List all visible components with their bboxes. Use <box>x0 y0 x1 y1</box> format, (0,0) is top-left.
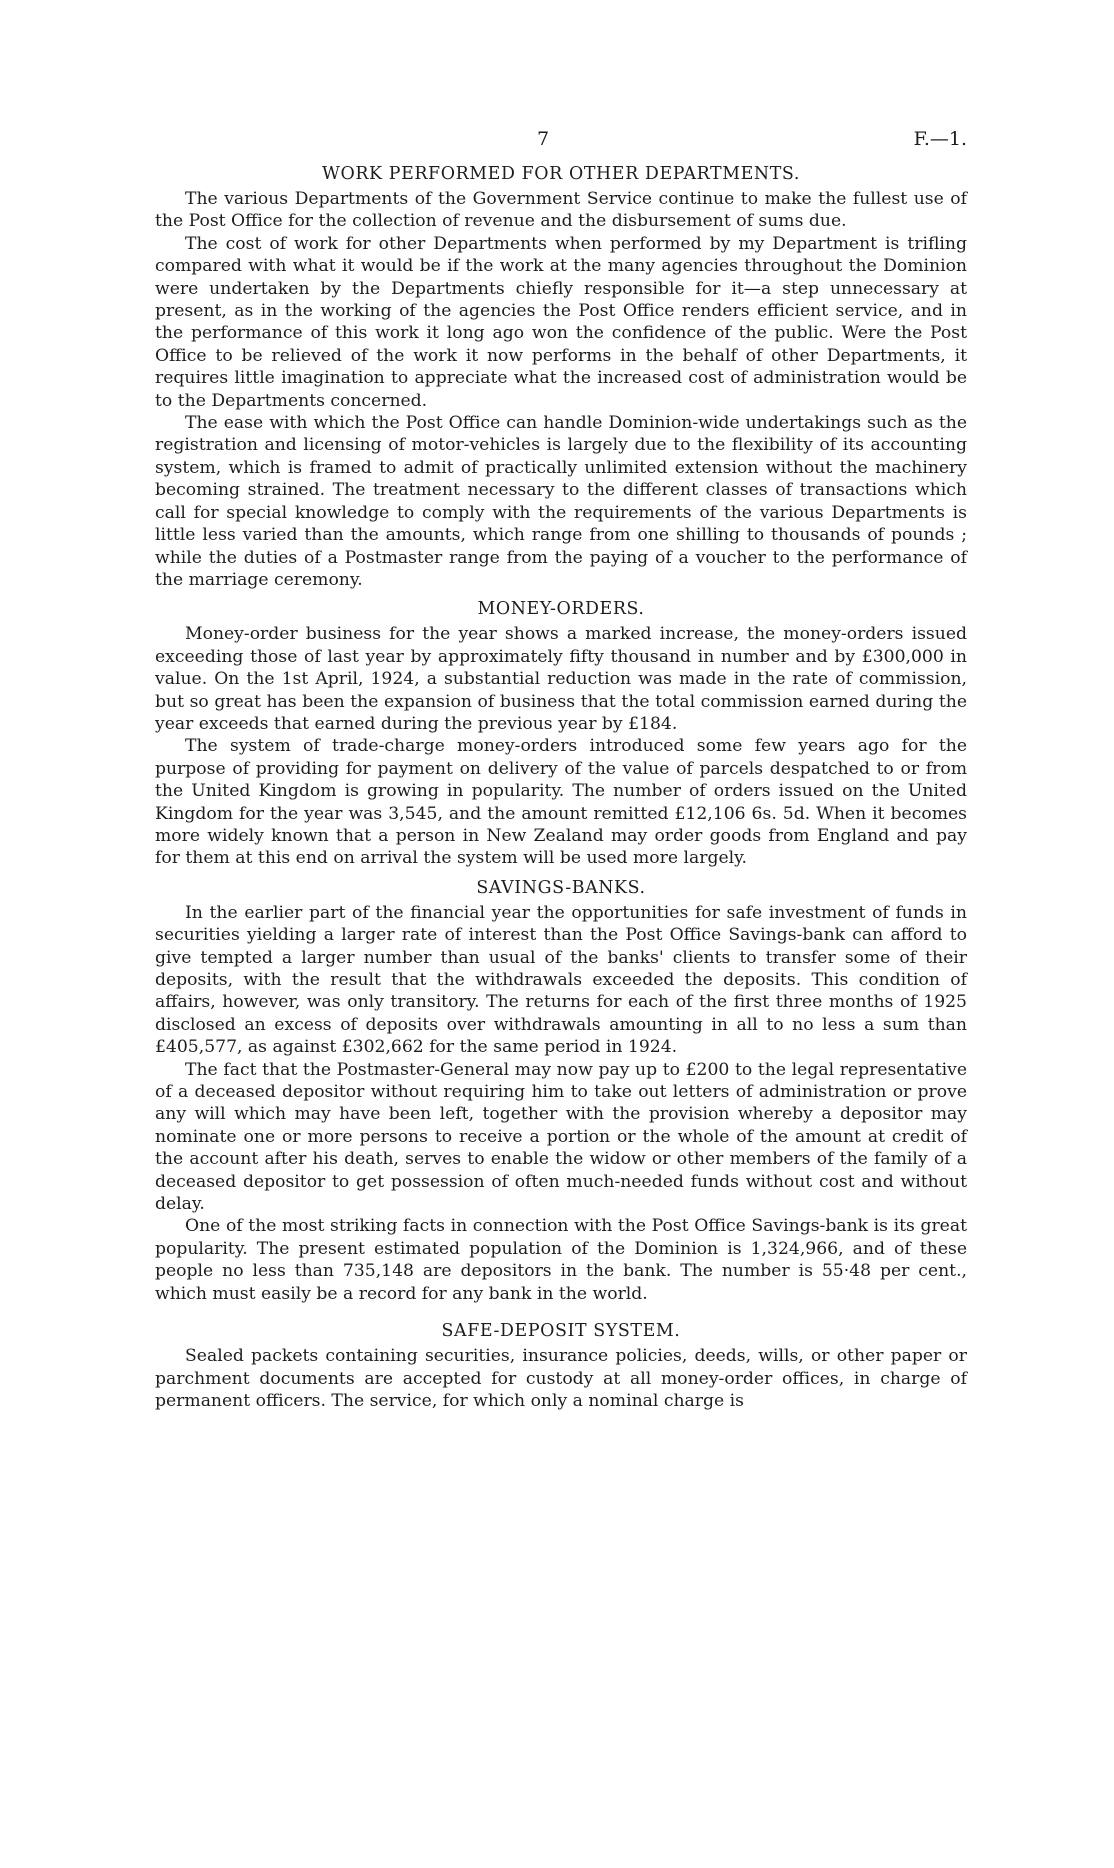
section-heading: SAFE-DEPOSIT SYSTEM. <box>441 1321 681 1342</box>
paragraph: Money-order business for the year shows a marked increase, the money-orders issued exceeding those of last year by approximately fifty thousand in number and by £300,000 in value. On the 1st April, 1924, a substantial reduction was made in the rate of commission, but so great has been the expansion of business that the total commission earned during the year exceeds that earned during the previous year by £184. <box>155 624 967 734</box>
running-header <box>155 128 967 156</box>
section-work-for-other-departments <box>155 162 967 591</box>
paragraph: The cost of work for other Departments when performed by my Department is trifling compared with what it would be if the work at the many agencies throughout the Dominion were undertaken by the Departments chiefly responsible for it—a step unnecessary at present, as in the working of the agencies the Post Office renders efficient service, and in the performance of this work it long ago won the confidence of the public. Were the Post Office to be relieved of the work it now performs in the behalf of other Departments, it requires little imagination to appreciate what the increased cost of administration would be to the Departments concerned. <box>155 233 967 411</box>
section-money-orders <box>155 597 967 869</box>
paragraph: The ease with which the Post Office can handle Dominion-wide undertakings such as the registration and licensing of motor-vehicles is largely due to the flexibility of its accounting system, which is framed to admit of practically unlimited extension without the machinery becoming strained. The treatment necessary to the different classes of transactions which call for special knowledge to comply with the requirements of the various Departments is little less varied than the amounts, which range from one shilling to thousands of pounds ; while the duties of a Postmaster range from the paying of a voucher to the performance of the marriage ceremony. <box>155 413 967 590</box>
section-heading: MONEY-ORDERS. <box>477 599 645 620</box>
section-heading: WORK PERFORMED FOR OTHER DEPARTMENTS. <box>322 164 800 184</box>
document-page <box>155 128 967 1412</box>
paragraph: The fact that the Postmaster-General may now pay up to £200 to the legal representative of a deceased depositor without requiring him to take out letters of administration or prove any will which may have been left, together with the provision whereby a depositor may nominate one or more persons to receive a portion or the whole of the amount at credit of the account after his death, serves to enable the widow or other members of the family of a deceased depositor to get possession of often much-needed funds without cost and without delay. <box>155 1059 967 1215</box>
document-reference: F.—1. <box>913 128 967 150</box>
section-safe-deposit-system <box>155 1319 967 1412</box>
paragraph: The system of trade-charge money-orders introduced some few years ago for the purpose of providing for payment on delivery of the value of parcels despatched to or from the United Kingdom is growing in popularity. The number of orders issued on the United Kingdom for the year was 3,545, and the amount remitted £12,106 6s. 5d. When it becomes more widely known that a person in New Zealand may order goods from England and pay for them at this end on arrival the system will be used more largely. <box>155 736 967 869</box>
paragraph: In the earlier part of the financial year the opportunities for safe investment of funds in securities yielding a larger rate of interest than the Post Office Savings-bank can afford to give tempted a larger number than usual of the banks' clients to transfer some of their deposits, with the result that the withdrawals exceeded the deposits. This condition of affairs, however, was only transitory. The returns for each of the first three months of 1925 disclosed an excess of deposits over withdrawals amounting in all to no less a sum than £405,577, as against £302,662 for the same period in 1924. <box>155 902 967 1058</box>
paragraph: The various Departments of the Government Service continue to make the fullest use of the Post Office for the collection of revenue and the disbursement of sums due. <box>155 189 967 232</box>
paragraph: One of the most striking facts in connection with the Post Office Savings-bank is its great popularity. The present estimated population of the Dominion is 1,324,966, and of these people no less than 735,148 are depositors in the bank. The number is 55·48 per cent., which must easily be a record for any bank in the world. <box>155 1216 967 1304</box>
section-heading: SAVINGS-BANKS. <box>476 877 646 898</box>
page-number: 7 <box>537 128 550 150</box>
paragraph: Sealed packets containing securities, insurance policies, deeds, wills, or other paper or parchment documents are accepted for custody at all money-order offices, in charge of permanent officers. The service, for which only a nominal charge is <box>155 1346 967 1411</box>
section-savings-banks <box>155 876 967 1305</box>
